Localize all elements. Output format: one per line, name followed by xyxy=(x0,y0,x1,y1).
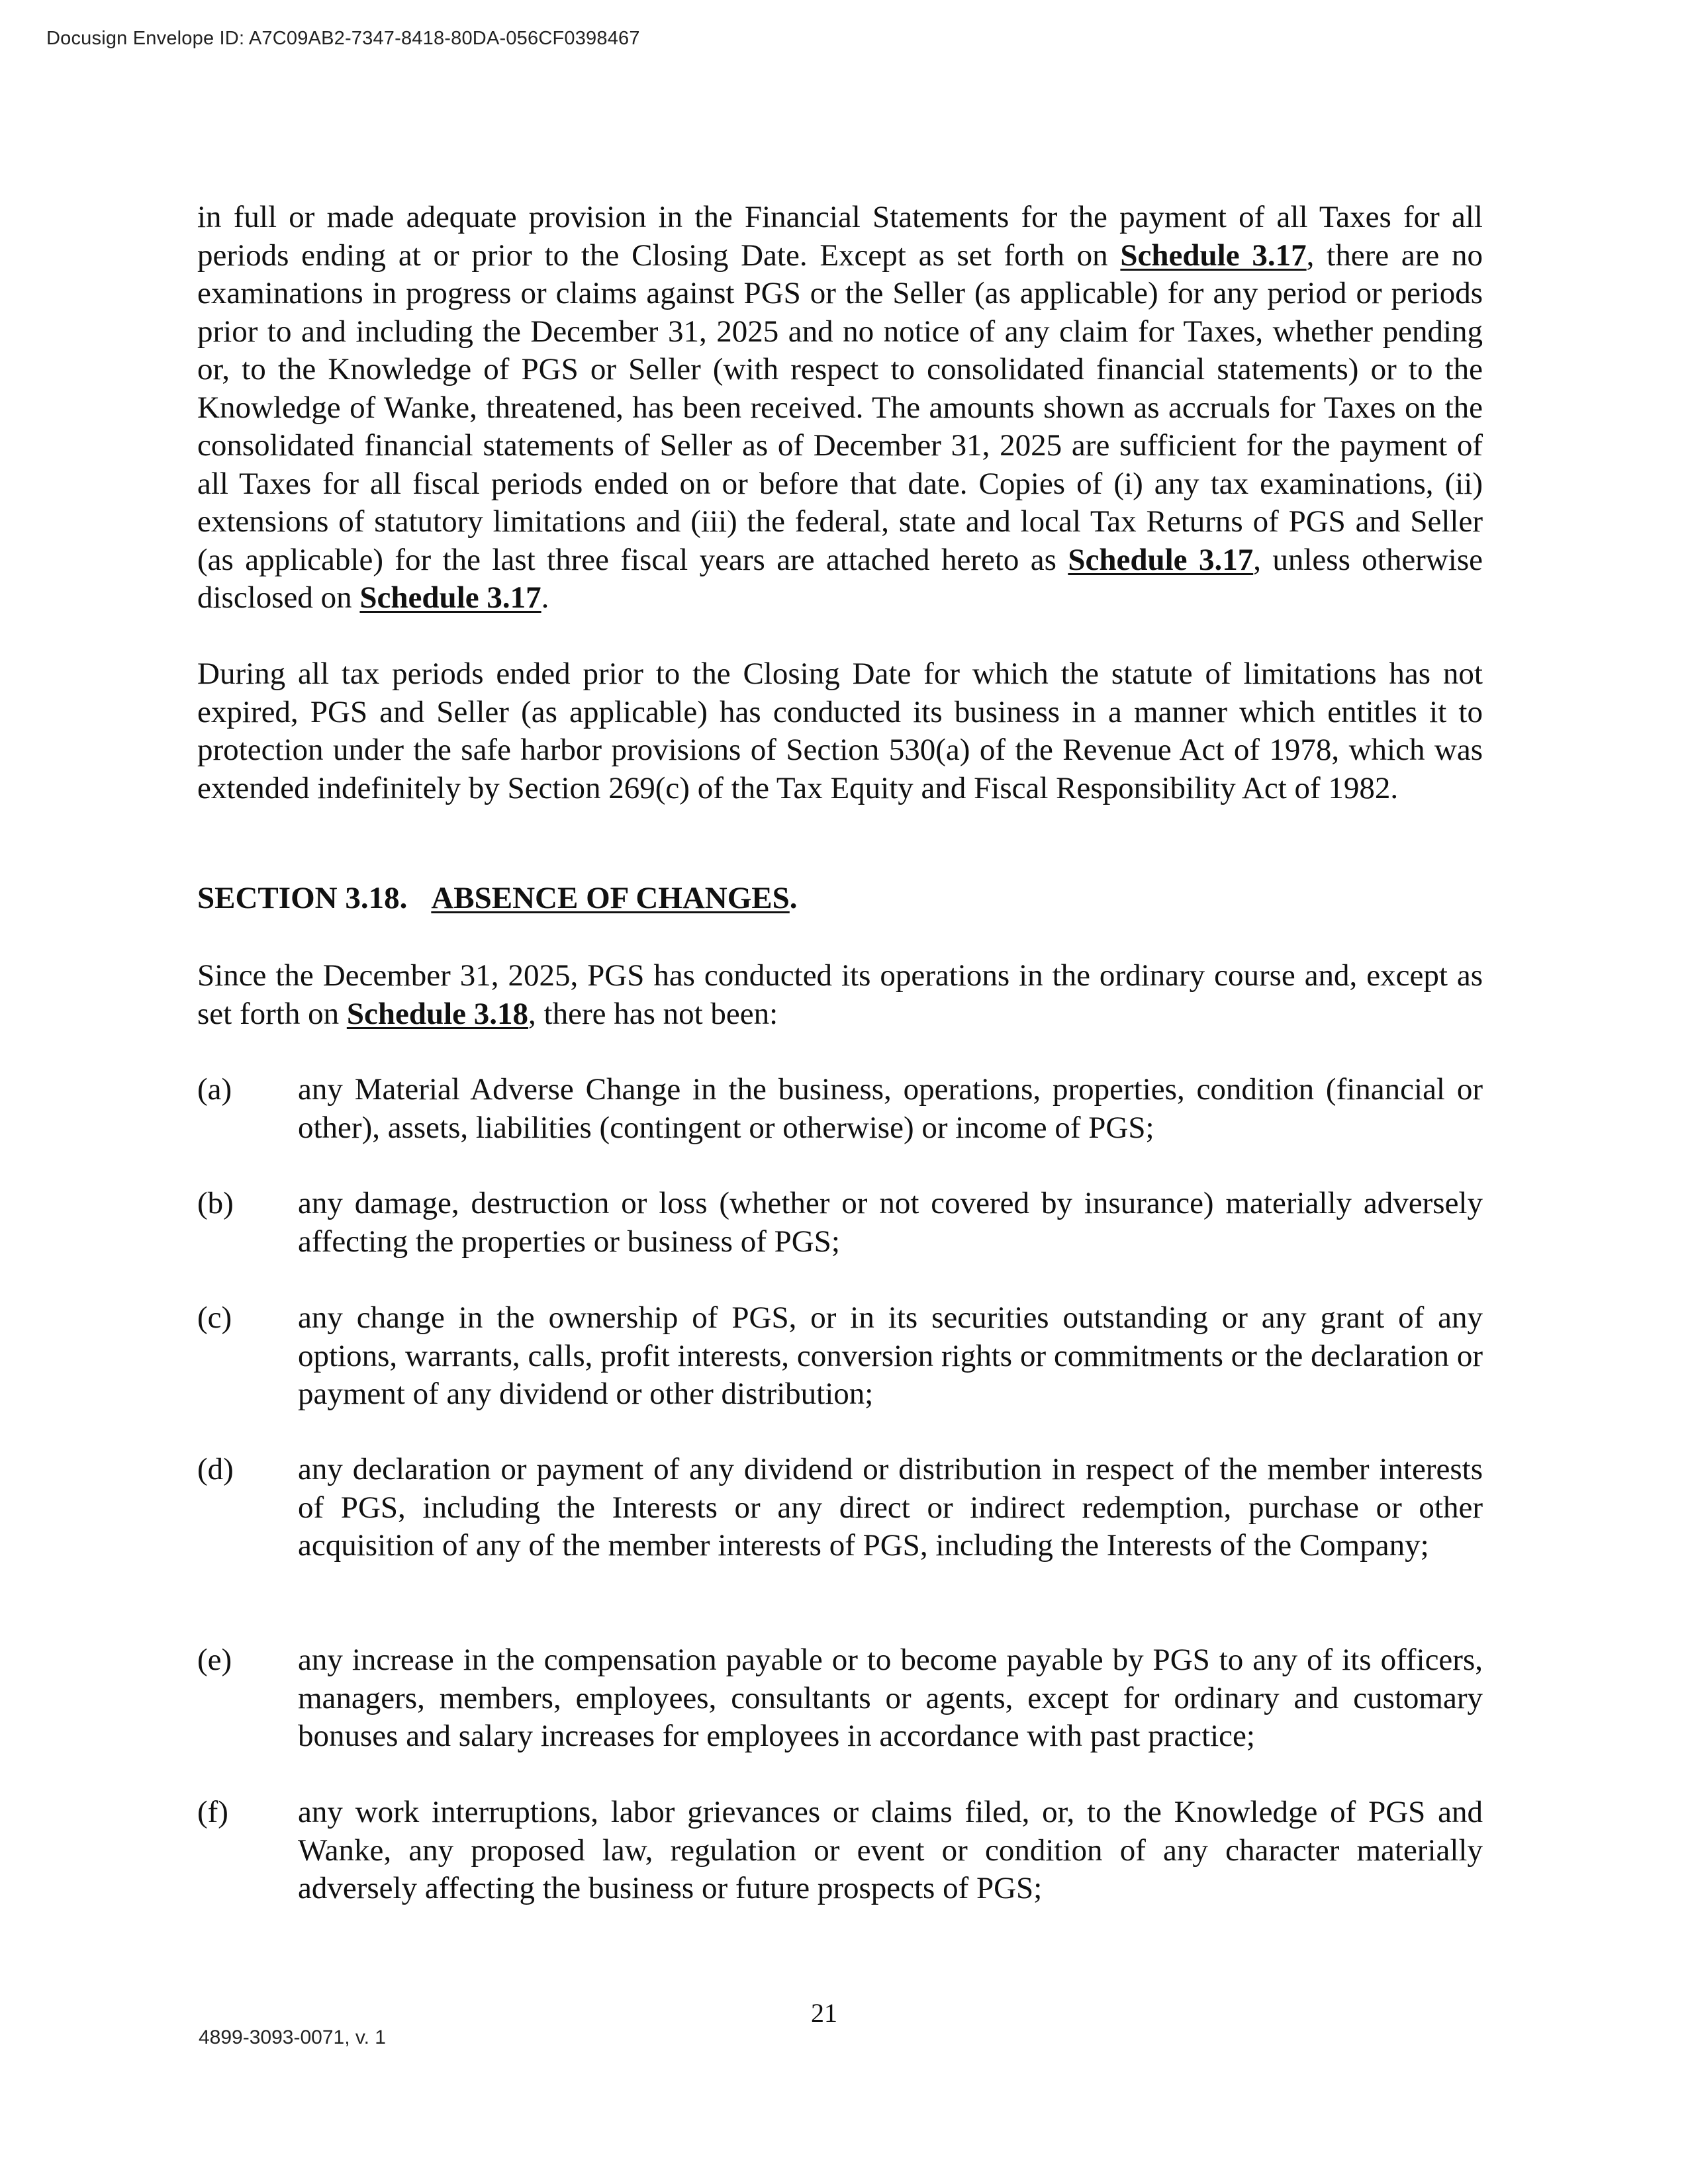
item-text: any damage, destruction or loss (whether or not covered by insurance) materially adversely affecting the properties or business of PGS; xyxy=(298,1186,1483,1259)
envelope-id: Docusign Envelope ID: A7C09AB2-7347-8418-80DA-056CF0398467 xyxy=(46,28,640,49)
item-text: any declaration or payment of any dividend or distribution in respect of the member interests of PGS, including the Interests or any direct or indirect redemption, purchase or other acquisition of any of the member interests of PGS, including the Interests of the Company; xyxy=(298,1452,1483,1563)
paragraph-text: . xyxy=(541,580,549,615)
item-label: (e) xyxy=(197,1643,232,1677)
page-number: 21 xyxy=(811,1998,837,2028)
item-label: (b) xyxy=(197,1186,234,1220)
item-label: (f) xyxy=(197,1795,228,1829)
section-title: ABSENCE OF CHANGES xyxy=(431,881,790,915)
section-number: SECTION 3.18. xyxy=(197,881,408,915)
item-text: any increase in the compensation payable or to become payable by PGS to any of its officers, managers, members, employees, consultants or agents, except for ordinary and customary bonuses and salary increases for employees in accordance with past practice; xyxy=(298,1643,1483,1753)
schedule-reference: Schedule 3.18 xyxy=(346,996,529,1031)
item-text: any Material Adverse Change in the business, operations, properties, condition (financial or other), assets, liabilities (contingent or otherwise) or income of PGS; xyxy=(298,1072,1483,1145)
paragraph-text: , there has not been: xyxy=(528,996,778,1031)
item-label: (a) xyxy=(197,1072,232,1107)
document-id: 4899-3093-0071, v. 1 xyxy=(199,2026,386,2048)
section-heading xyxy=(197,880,798,916)
item-text: any work interruptions, labor grievances or claims filed, or, to the Knowledge of PGS and Wanke, any proposed law, regulation or event or condition of any character materially adversely affecting the business or future prospects of PGS; xyxy=(298,1795,1483,1905)
schedule-reference: Schedule 3.17 xyxy=(1120,238,1307,273)
schedule-reference: Schedule 3.17 xyxy=(359,580,541,615)
paragraph-safe-harbor: During all tax periods ended prior to the Closing Date for which the statute of limitations has not expired, PGS and Seller (as applicable) has conducted its business in a manner which entitles it to protection under the safe harbor provisions of Section 530(a) of the Revenue Act of 1978, which was extended indefinitely by Section 269(c) of the Tax Equity and Fiscal Responsibility Act of 1982. xyxy=(197,657,1483,805)
item-label: (c) xyxy=(197,1300,232,1335)
section-trail: . xyxy=(789,881,798,915)
paragraph-text: Since the December 31, 2025, PGS has conducted its operations in the ordinary course and, except as set forth on xyxy=(197,958,1483,1031)
paragraph-text: , unless otherwise disclosed on xyxy=(197,542,1483,615)
paragraph-text: , there are no examinations in progress or claims against PGS or the Seller (as applicable) for any period or periods prior to and including the December 31, 2025 and no notice of any claim for Taxes, whether pending or, to the Knowledge of PGS or Seller (with respect to consolidated financial statements) or to the Knowledge of Wanke, threatened, has been received. The amounts shown as accruals for Taxes on the consolidated financial statements of Seller as of December 31, 2025 are sufficient for the payment of all Taxes for all fiscal periods ended on or before that date. Copies of (i) any tax examinations, (ii) extensions of statutory limitations and (iii) the federal, state and local Tax Returns of PGS and Seller (as applicable) for the last three fiscal years are attached hereto as xyxy=(197,238,1483,577)
paragraph-since xyxy=(197,957,1483,1033)
paragraph-taxes xyxy=(197,199,1483,617)
paragraph-text: in full or made adequate provision in the Financial Statements for the payment of all Taxes for all periods ending at or prior to the Closing Date. Except as set forth on xyxy=(197,200,1483,273)
item-text: any change in the ownership of PGS, or in its securities outstanding or any grant of any options, warrants, calls, profit interests, conversion rights or commitments or the declaration or payment of any dividend or other distribution; xyxy=(298,1300,1483,1411)
item-label: (d) xyxy=(197,1452,234,1486)
schedule-reference: Schedule 3.17 xyxy=(1068,542,1254,577)
